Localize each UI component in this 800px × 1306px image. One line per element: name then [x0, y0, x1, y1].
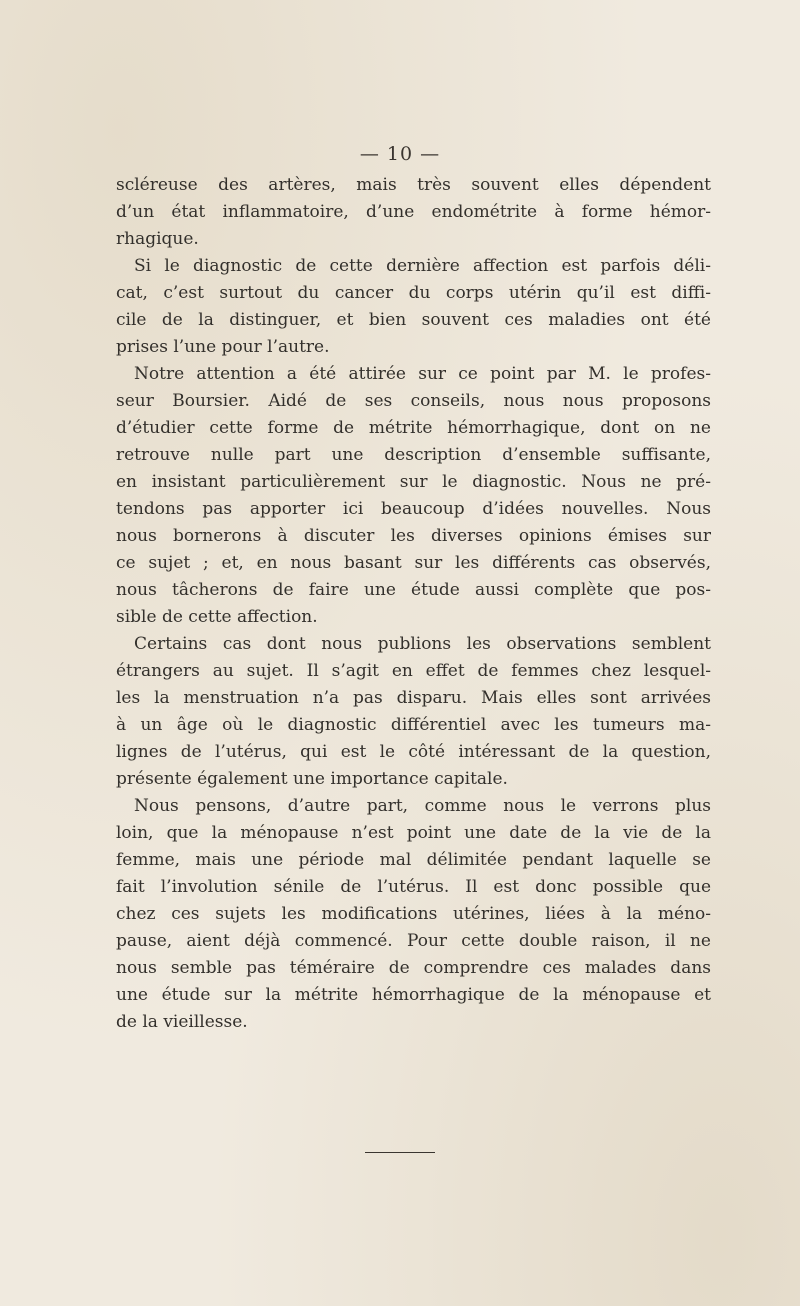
text-line: de la vieillesse. [116, 1012, 248, 1032]
text-line: lignes de l’utérus, qui est le côté intéressant de la question, [116, 742, 711, 762]
text-line: fait l’involution sénile de l’utérus. Il est donc possible que [116, 877, 711, 897]
paragraph [116, 172, 711, 253]
text-line: chez ces sujets les modifications utérines, liées à la méno- [116, 904, 711, 924]
text-line: femme, mais une période mal délimitée pendant laquelle se [116, 850, 711, 870]
text-line: une étude sur la métrite hémorrhagique de la ménopause et [116, 985, 711, 1005]
paragraph [116, 253, 711, 361]
page-number: — 10 — [359, 143, 441, 165]
text-line: loin, que la ménopause n’est point une date de la vie de la [116, 823, 711, 843]
text-line: Notre attention a été attirée sur ce point par M. le profes- [134, 364, 711, 384]
text-line: cile de la distinguer, et bien souvent ces maladies ont été [116, 310, 711, 330]
text-line: scléreuse des artères, mais très souvent elles dépendent [116, 175, 711, 195]
paragraph [116, 631, 711, 793]
text-line: nous semble pas téméraire de comprendre ces malades dans [116, 958, 711, 978]
paragraph [116, 793, 711, 1036]
text-line: seur Boursier. Aidé de ses conseils, nous nous proposons [116, 391, 711, 411]
text-line: en insistant particulièrement sur le diagnostic. Nous ne pré- [116, 472, 711, 492]
text-line: les la menstruation n’a pas disparu. Mais elles sont arrivées [116, 688, 711, 708]
text-line: d’un état inflammatoire, d’une endométrite à forme hémor- [116, 202, 711, 222]
text-line: prises l’une pour l’autre. [116, 337, 330, 357]
paragraph [116, 361, 711, 631]
text-line: pause, aient déjà commencé. Pour cette double raison, il ne [116, 931, 711, 951]
text-line: nous tâcherons de faire une étude aussi complète que pos- [116, 580, 711, 600]
text-line: rhagique. [116, 229, 199, 249]
text-line: nous bornerons à discuter les diverses opinions émises sur [116, 526, 711, 546]
text-line: sible de cette affection. [116, 607, 318, 627]
text-line: cat, c’est surtout du cancer du corps utérin qu’il est diffi- [116, 283, 711, 303]
text-line: Si le diagnostic de cette dernière affection est parfois déli- [134, 256, 711, 276]
body-text [116, 172, 711, 1036]
end-rule [365, 1152, 435, 1153]
text-line: d’étudier cette forme de métrite hémorrhagique, dont on ne [116, 418, 711, 438]
text-line: Nous pensons, d’autre part, comme nous le verrons plus [134, 796, 711, 816]
text-line: tendons pas apporter ici beaucoup d’idées nouvelles. Nous [116, 499, 711, 519]
text-line: retrouve nulle part une description d’ensemble suffisante, [116, 445, 711, 465]
text-line: étrangers au sujet. Il s’agit en effet de femmes chez lesquel- [116, 661, 711, 681]
text-line: à un âge où le diagnostic différentiel avec les tumeurs ma- [116, 715, 711, 735]
text-line: ce sujet ; et, en nous basant sur les différents cas observés, [116, 553, 711, 573]
text-line: présente également une importance capitale. [116, 769, 508, 789]
text-line: Certains cas dont nous publions les observations semblent [134, 634, 711, 654]
